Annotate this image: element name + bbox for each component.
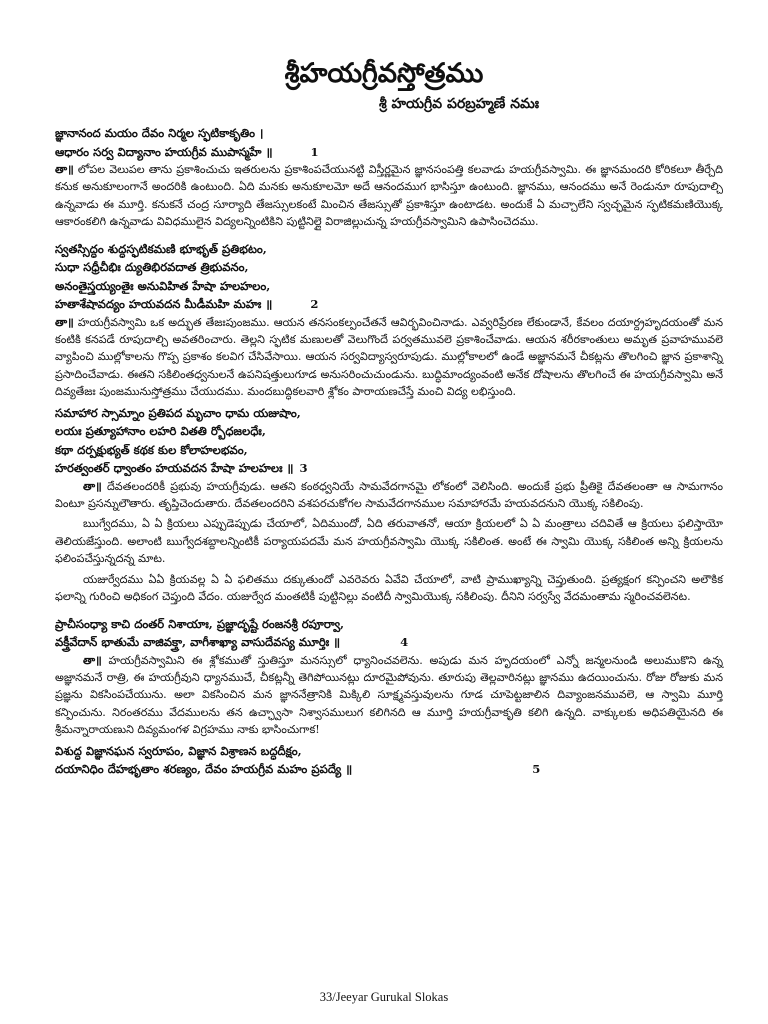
commentary-3b: ఋగ్వేదము, ఏ ఏ క్రియలు ఎప్పుడెప్పుడు చేయాలో, ఏదిముందో, ఏది తరువాతనో, ఆయా క్రియలలో ఏ ఏ మంత్రాలు చదివితే ఆ క్రియలు ఫలిస్తాయో తెలియజేస్తుంది. అలాంటి ఋగ్వేదశబ్దాలన్నింటికీ పర్యాయపదమే మన హయగ్రీవస్వామి యొక్క సకిలింత. అంటే ఈ స్వామి యొక్క సకిలింత అన్ని క్రియలను ఫలింపచేస్తున్నదన్న మాట. bbox=[55, 517, 723, 566]
commentary-4: తా॥ హయగ్రీవస్వామిని ఈ శ్లోకముతో స్తుతిస్తూ మనస్సులో ధ్యానించవలెను. అపుడు మన హృదయంలో ఎన్నో జన్మలనుండి అలుముకొని ఉన్న అజ్ఞానమనే రాత్రి, ఈ హయగ్రీవుని ధ్యానముచే, చీకట్లన్నీ తెగిపోయినట్లు దూరమైపోవును. తూరుపు తెల్లవారినట్లు జ్ఞానము ఉదయించును. రోజు రోజుకు మన ప్రజ్ఞను వికసింపచేయును. అలా వికసించిన మన జ్ఞాననేత్రానికి మిక్కిలి సూక్ష్మవస్తువులను గూడ చూపెట్టజాలిన దివ్యాంజనమువలె, ఆ స్వామి మూర్తి కన్పించును. నిరంతరము వేదములను తన ఉచ్ఛ్వాసా నిశ్వాసములుగ కలిగినది ఆ మూర్తి హయగ్రీవాకృతి కలిగి ఉన్నది. వాక్కులకు అధిపతియైనది ఈ శ్రీమన్నారాయణుని దివ్యమంగళ విగ్రహము నాకు భాసించుగాక! bbox=[55, 653, 723, 737]
commentary-1: తా॥ లోపల వెలుపల తాను ప్రకాశించుచు ఇతరులను ప్రకాశింపచేయునట్టి విస్తీర్ణమైన జ్ఞానసంపత్తి కలవాడు హయగ్రీవస్వామి. ఈ జ్ఞానమందరి కోరికలూ తీర్చేది కనుక అనుకూలంగానే అందరికి ఉంటుంది. ఏది మనకు అనుకూలమో అదే ఆనందముగ భాసిస్తూ ఉంటుంది. జ్ఞానము, ఆనందము అనే రెండునూ రూపుదాల్చి ఉన్నవాడు ఈ మూర్తి. కనుకనే చంద్ర సూర్యాది తేజస్సులకంటే మించిన తేజస్సుతో ప్రకాశిస్తూ ఉంటాడట. అందుకే ఏ మచ్చాలేని స్వచ్ఛమైన స్ఫటికమణియొక్క ఆకారంకలిగి ఉన్నవాడు వివిధములైన విద్యలన్నింటికిని పుట్టినిల్లై విరాజిల్లుచున్న హయగ్రీవస్వామిని ఉపాసించెదము. bbox=[55, 163, 723, 229]
verse-line: సమాహార స్సామ్నాం ప్రతిపద మృచాం ధామ యజుషాం, bbox=[55, 405, 301, 420]
verse-5 bbox=[55, 742, 723, 779]
verse-line: అనంతైస్త్రయ్యంతైః అనువిహిత హేషా హలహలం, bbox=[55, 278, 271, 293]
page-subtitle: శ్రీ హయగ్రీవ పరబ్రహ్మణే నమః bbox=[378, 96, 540, 112]
commentary-2: తా॥ హయగ్రీవస్వామి ఒక అద్భుత తేజఃపుంజము. ఆయన తనసంకల్పంచేతనే ఆవిర్భవించినాడు. ఎవ్వరిప్రేరణ లేకుండానే, కేవలం దయార్ద్రహృదయంతో మన కంటికి కనపడే రూపుదాల్చి అవతరించారు. తెల్లని స్ఫటిక మణులతో వెలుగొందే పర్వతమువలె ప్రకాశించేవాడు. ఆయన శరీరకాంతులు అమృత ప్రవాహమువలె వ్యాపించి ముల్లోకాలను గొప్ప ప్రకాశం కలవిగ చేసివేసాయి. ఆయన సర్వవిద్యాస్వరూపుడు. ముల్లోకాలలో ఉండే అజ్ఞానమనే చీకట్లను తొలగించి జ్ఞాన ప్రకాశాన్ని ప్రసాదించేవాడు. ఈతని సకిలింతధ్వనులనే ఉపనిషత్తులుగూడ అనుసరించుచుండును. బుద్ధిమాంద్యంవంటి అనేక దోషాలను తొలగించే ఈ హయగ్రీవస్వామి అనే దివ్యతేజః పుంజమునుస్తోత్రము చేయుదము. మందబుద్ధికలవారి శ్లోకం పారాయణచేస్తే మంచి విద్య లభిస్తుంది. bbox=[55, 315, 723, 399]
verse-line: సుధా సధ్రీచీభిః ద్యుతిభిరవదాత త్రిభువనం, bbox=[55, 260, 249, 275]
verse-line: హతాశేషావద్యం హయవదన మీడీమహి మహః ॥ 2 bbox=[55, 295, 723, 314]
verse-number: 3 bbox=[299, 461, 308, 476]
verse-number: 1 bbox=[310, 144, 319, 159]
verse-line: లయః ప్రత్యూహానాం లహరి వితతి ర్బోధజలధేః, bbox=[55, 424, 266, 439]
verse-3 bbox=[55, 404, 723, 478]
verse-line: జ్ఞానానంద మయం దేవం నిర్మల స్ఫటికాకృతిం । bbox=[55, 126, 264, 140]
page-title: శ్రీహయగ్రీవస్తోత్రము bbox=[284, 58, 484, 89]
verse-2 bbox=[55, 240, 723, 314]
verse-number: 5 bbox=[532, 762, 541, 777]
page-footer: 33/Jeeyar Gurukal Slokas bbox=[319, 990, 449, 1004]
verse-line: కథా దర్పక్షుభ్యత్ కథక కుల కోలాహలభవం, bbox=[55, 442, 248, 457]
verse-line: ప్రాచీసంధ్యా కాచి దంతర్ నిశాయాః, ప్రజ్ఞాదృష్టే రంజనశ్రీ రపూర్వా, bbox=[55, 616, 345, 631]
verse-line: ఆధారం సర్వ విద్యానాం హయగ్రీవ ముపాస్మహే ॥ 1 bbox=[55, 143, 723, 162]
verse-1 bbox=[55, 124, 723, 161]
verse-line: స్వతస్సిద్ధం శుద్ధస్ఫటికమణి భూభృత్ ప్రతిభటం, bbox=[55, 241, 267, 256]
verse-4 bbox=[55, 615, 723, 652]
commentary-3c: యజుర్వేదము ఏఏ క్రియవల్ల ఏ ఏ ఫలితము దక్కుతుందో ఎవరెవరు ఏవేవి చేయాలో, వాటి ప్రాముఖ్యాన్ని చెప్తుతుంది. ప్రత్యక్షంగ కన్పించని అలౌకిక ఫలాన్ని గురించి అధికంగ చెప్తుంది వేదం. యజుర్వేద మంతటికీ పుట్టినిల్లు వంటిదీ స్వామియొక్క సకిలింపు. దీనిని సర్వస్వే వేదమంతామ స్మరించవలెనట. bbox=[55, 572, 723, 604]
commentary-3a: తా॥ దేవతలందరికీ ప్రభువు హయగ్రీవుడు. ఆతని కంఠధ్వనియే సామవేదగానమై లోకంలో వెలిసింది. అందుకే ప్రభు ప్రీతికై దేవతలంతా ఆ సామగానం వింటూ ప్రసన్నులౌతారు. తృప్తిచెందుతారు. దేవతలందరిని వశపరచుకోగల సామవేదగానముల సమాహారమే హయవదనుని యొక్క సకిలింపు. bbox=[55, 479, 723, 511]
verse-line: వక్త్రీవేదాన్ భాతుమే వాజివక్త్రా, వాగీశాఖ్యా వాసుదేవస్య మూర్తిః ॥ 4 bbox=[55, 633, 723, 652]
verse-line: హరత్వంతర్ ధ్వాంతం హయవదన హేషా హలహలః ॥ 3 bbox=[55, 459, 723, 478]
verse-line: దయానిధిం దేహభృతాం శరణ్యం, దేవం హయగ్రీవ మహం ప్రపద్యే ॥ 5 bbox=[55, 760, 723, 779]
verse-number: 2 bbox=[310, 297, 319, 312]
verse-number: 4 bbox=[400, 635, 409, 649]
verse-line: విశుద్ధ విజ్ఞానఘన స్వరూపం, విజ్ఞాన విశ్రాణన బద్ధదీక్షం, bbox=[55, 743, 302, 758]
content bbox=[55, 124, 723, 779]
